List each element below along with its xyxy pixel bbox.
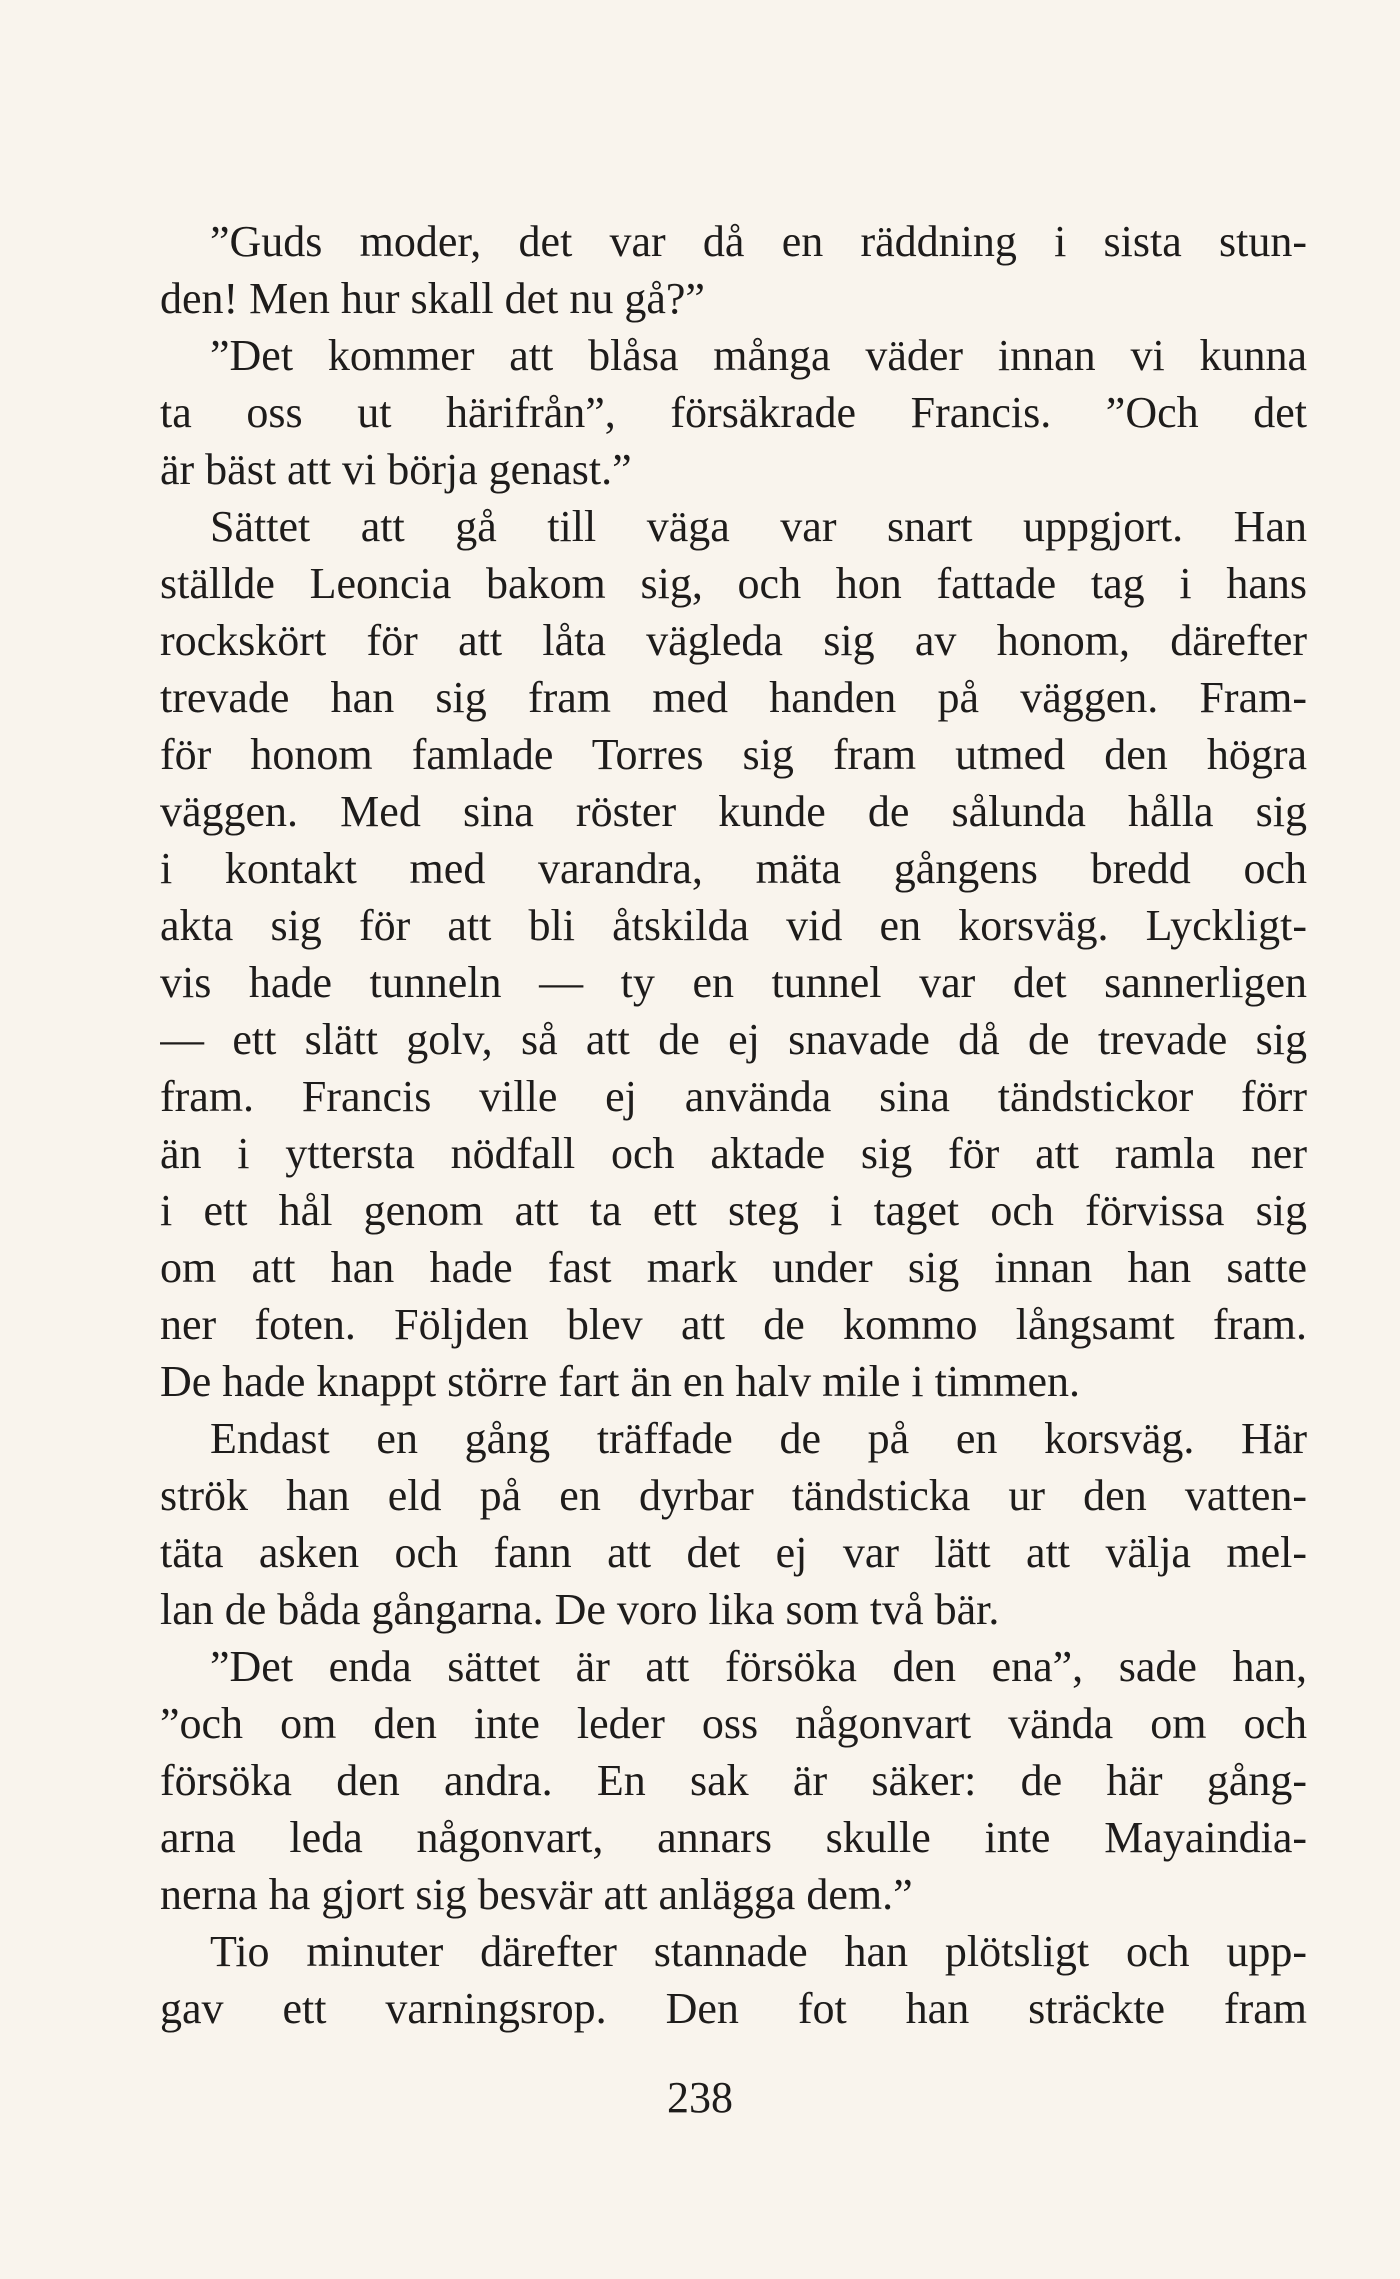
text-line: väggen. Med sina röster kunde de sålunda hålla sig — [160, 787, 1307, 836]
text-line: ”Det kommer att blåsa många väder innan vi kunna — [210, 331, 1307, 380]
text-line: ”Det enda sättet är att försöka den ena”, sade han, — [210, 1642, 1307, 1691]
text-line: arna leda någonvart, annars skulle inte Mayaindia- — [160, 1813, 1307, 1862]
text-line: täta asken och fann att det ej var lätt att välja mel- — [160, 1528, 1307, 1577]
text-line: är bäst att vi börja genast.” — [160, 445, 632, 494]
text-line: rockskört för att låta vägleda sig av honom, därefter — [160, 616, 1307, 665]
text-line: i ett hål genom att ta ett steg i taget och förvissa sig — [160, 1186, 1307, 1235]
text-line: fram. Francis ville ej använda sina tändstickor förr — [160, 1072, 1307, 1121]
text-line: ”Guds moder, det var då en räddning i sista stun- — [210, 217, 1307, 266]
text-line: gav ett varningsrop. Den fot han sträckte fram — [160, 1984, 1307, 2033]
text-line: ta oss ut härifrån”, försäkrade Francis. ”Och det — [160, 388, 1307, 437]
text-line: om att han hade fast mark under sig innan han satte — [160, 1243, 1307, 1292]
text-line: för honom famlade Torres sig fram utmed den högra — [160, 730, 1307, 779]
text-line: Tio minuter därefter stannade han plötsligt och upp- — [210, 1927, 1307, 1976]
text-line: nerna ha gjort sig besvär att anlägga dem.” — [160, 1870, 913, 1919]
text-line: trevade han sig fram med handen på väggen. Fram- — [160, 673, 1307, 722]
text-line: försöka den andra. En sak är säker: de här gång- — [160, 1756, 1307, 1805]
text-line: i kontakt med varandra, mäta gångens bredd och — [160, 844, 1307, 893]
text-line: ner foten. Följden blev att de kommo långsamt fram. — [160, 1300, 1307, 1349]
text-line: vis hade tunneln — ty en tunnel var det sannerligen — [160, 958, 1307, 1007]
text-line: — ett slätt golv, så att de ej snavade då de trevade sig — [160, 1015, 1307, 1064]
text-line: ”och om den inte leder oss någonvart vända om och — [160, 1699, 1307, 1748]
body-text — [160, 213, 1307, 2037]
text-line: Endast en gång träffade de på en korsväg. Här — [210, 1414, 1307, 1463]
text-line: den! Men hur skall det nu gå?” — [160, 274, 705, 323]
text-line: akta sig för att bli åtskilda vid en korsväg. Lyckligt- — [160, 901, 1307, 950]
page-number: 238 — [667, 2073, 733, 2122]
text-line: strök han eld på en dyrbar tändsticka ur den vatten- — [160, 1471, 1307, 1520]
text-line: De hade knappt större fart än en halv mile i timmen. — [160, 1357, 1081, 1406]
text-line: än i yttersta nödfall och aktade sig för att ramla ner — [160, 1129, 1307, 1178]
text-line: Sättet att gå till väga var snart uppgjort. Han — [210, 502, 1307, 551]
text-line: ställde Leoncia bakom sig, och hon fattade tag i hans — [160, 559, 1307, 608]
text-line: lan de båda gångarna. De voro lika som två bär. — [160, 1585, 1000, 1634]
